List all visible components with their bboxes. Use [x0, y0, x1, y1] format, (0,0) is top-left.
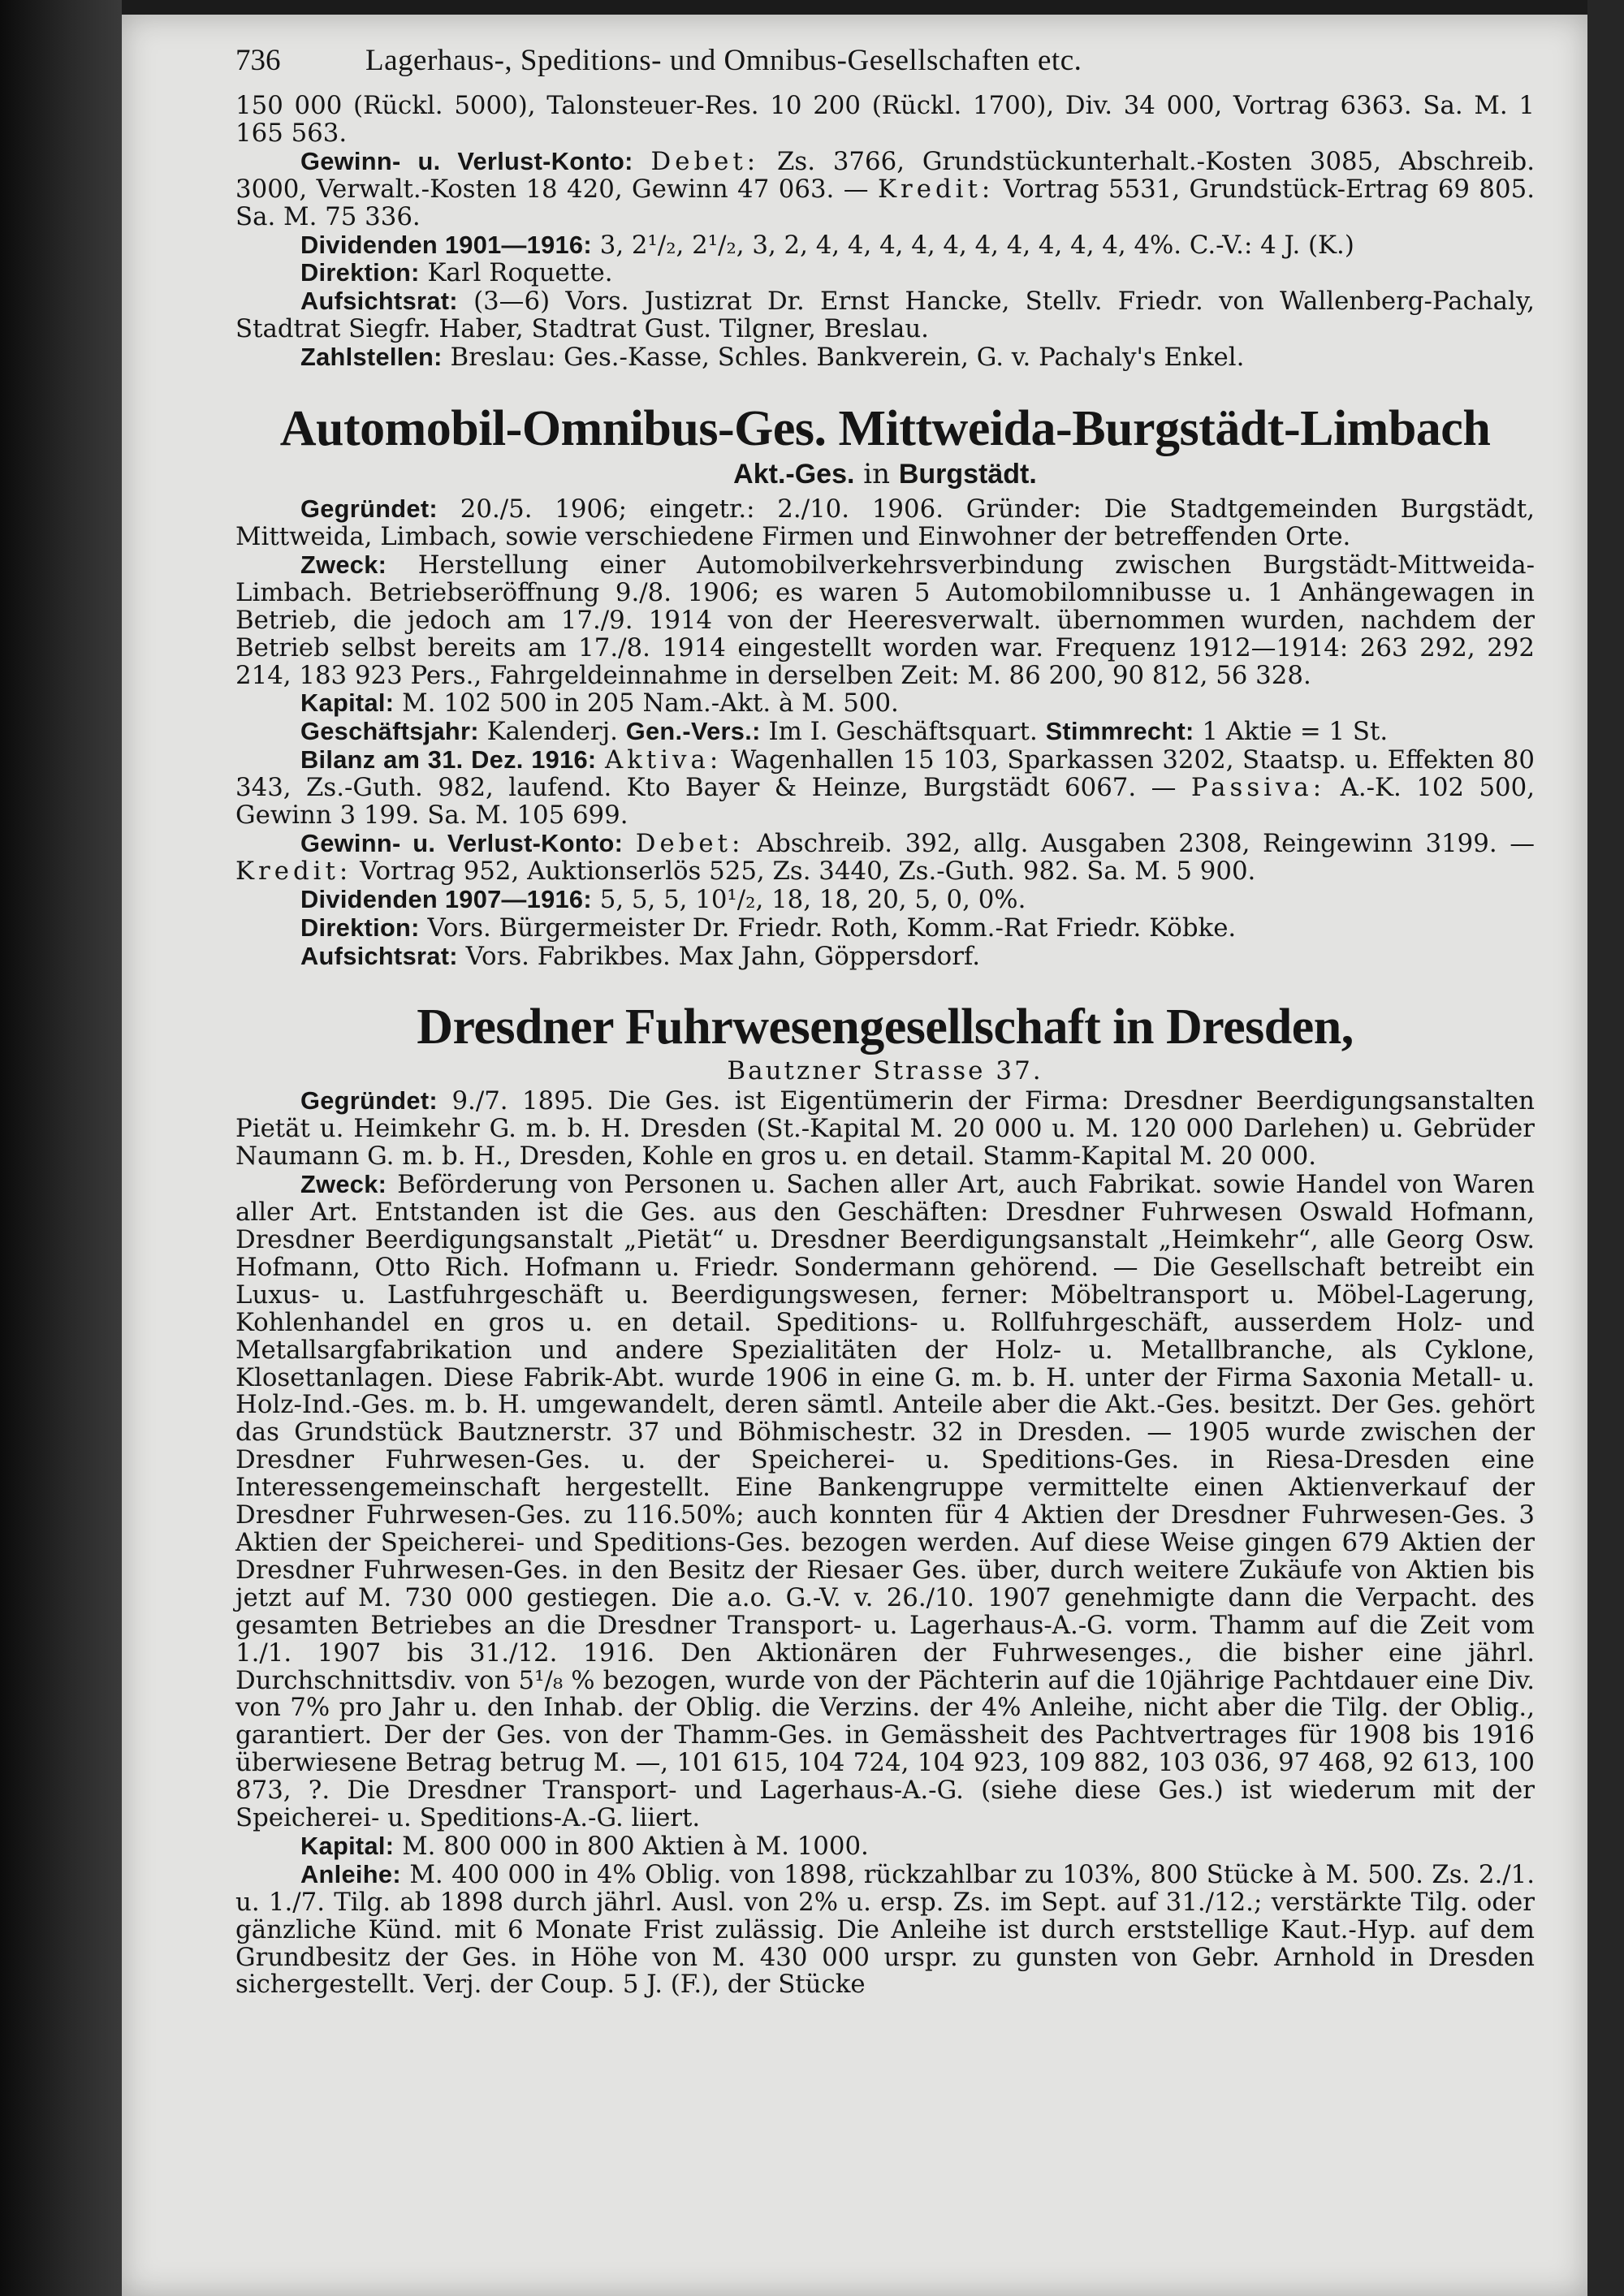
founded: Gegründet: 9./7. 1895. Die Ges. ist Eigentümerin der Firma: Dresdner Beerdigungsanstalten Pietät u. Heimkehr G. m. b. H. Dresden (St.-Kapital M. 20 000 u. M. 120 000 Darlehen) u. Gebrüder Naumann G. m. b. H., Dresden, Kohle en gros u. en detail. Stamm-Kapital M. 20 000. — [235, 1086, 1535, 1172]
bond-issue: Anleihe: M. 400 000 in 4% Oblig. von 1898, rückzahlbar zu 103%, 800 Stücke à M. 500. Zs. 2./1. u. 1./7. Tilg. ab 1898 durch jährl. Ausl. von 2% u. ersp. Zs. im Sept. auf 31./12.; verstärkte Tilg. oder gänzliche Künd. mit 6 Monate Frist zulässig. Die Anleihe ist durch erststellige Kaut.-Hyp. auf dem Grundbesitz der Ges. in Höhe von M. 430 000 urspr. zu gunsten von Gebr. Arnhold in Dresden sichergestellt. Verj. der Coup. 5 J. (F.), der Stücke — [235, 1859, 1535, 2000]
page-header — [235, 43, 1535, 78]
company-title: Dresdner Fuhrwesengesellschaft in Dresden, — [417, 999, 1354, 1055]
book-page — [122, 15, 1587, 2296]
dividends: Dividenden 1907—1916: 5, 5, 5, 10¹/₂, 18, 18, 20, 5, 0, 0%. — [300, 884, 1026, 914]
dividends: Dividenden 1901—1916: 3, 2¹/₂, 2¹/₂, 3, 2, 4, 4, 4, 4, 4, 4, 4, 4, 4, 4, 4%. C.-V.: 4 J. (K.) — [300, 230, 1354, 260]
management: Direktion: Karl Roquette. — [300, 258, 613, 288]
entry-automobil-omnibus — [235, 399, 1535, 970]
previous-entry-continuation — [235, 93, 1535, 372]
company-title: Automobil-Omnibus-Ges. Mittweida-Burgstädt-Limbach — [279, 401, 1491, 457]
founded: Gegründet: 20./5. 1906; eingetr.: 2./10. 1906. Gründer: Die Stadtgemeinden Burgstädt, Mittweida, Limbach, sowie verschiedene Firmen und Einwohner der betreffenden Orte. — [235, 494, 1535, 551]
page-text — [235, 43, 1535, 1999]
supervisory-board: Aufsichtsrat: (3—6) Vors. Justizrat Dr. Ernst Hancke, Stellv. Friedr. von Wallenberg-Pachaly, Stadtrat Siegfr. Haber, Stadtrat Gust. Tilgner, Breslau. — [235, 287, 1535, 344]
running-head: Lagerhaus-, Speditions- und Omnibus-Gesellschaften etc. — [365, 44, 1082, 77]
page-number: 736 — [235, 44, 281, 77]
capital: Kapital: M. 102 500 in 205 Nam.-Akt. à M. 500. — [300, 688, 899, 719]
balance-sheet: Bilanz am 31. Dez. 1916: Aktiva: Wagenhallen 15 103, Sparkassen 3202, Staatsp. u. Effekten 80 343, Zs.-Guth. 982, laufend. Kto Bayer & Heinze, Burgstädt 6067. — Passiva: A.-K. 102 500, Gewinn 3 199. Sa. M. 105 699. — [235, 745, 1535, 831]
book-binding-shadow — [0, 0, 122, 2296]
supervisory-board: Aufsichtsrat: Vors. Fabrikbes. Max Jahn, Göppersdorf. — [300, 941, 981, 971]
paying-agents: Zahlstellen: Breslau: Ges.-Kasse, Schles. Bankverein, G. v. Pachaly's Enkel. — [300, 343, 1245, 373]
balance-continuation: 150 000 (Rückl. 5000), Talonsteuer-Res. 10 200 (Rückl. 1700), Div. 34 000, Vortrag 6363. Sa. M. 1 165 563. — [235, 91, 1535, 148]
purpose: Zweck: Herstellung einer Automobilverkehrsverbindung zwischen Burgstädt-Mittweida-Limbach. Betriebseröffnung 9./8. 1906; es waren 5 Automobilomnibusse u. 1 Anhängewagen in Betrieb, die jedoch am 17./9. 1914 von der Heeresverwalt. übernommen wurden, nachdem der Betrieb selbst bereits am 17./8. 1914 eingestellt worden war. Frequenz 1912—1914: 263 292, 292 214, 183 923 Pers., Fahrgeldeinnahme in derselben Zeit: M. 86 200, 90 812, 56 328. — [235, 550, 1535, 690]
fiscal-year: Geschäftsjahr: Kalenderj. Gen.-Vers.: Im I. Geschäftsquart. Stimmrecht: 1 Aktie = 1 St. — [300, 717, 1389, 747]
profit-loss-account: Gewinn- u. Verlust-Konto: Debet: Abschreib. 392, allg. Ausgaben 2308, Reingewinn 3199. — Kredit: Vortrag 952, Auktionserlös 525, Zs. 3440, Zs.-Guth. 982. Sa. M. 5 900. — [235, 828, 1535, 886]
capital: Kapital: M. 800 000 in 800 Aktien à M. 1000. — [300, 1831, 869, 1861]
profit-loss-account: Gewinn- u. Verlust-Konto: Debet: Zs. 3766, Grundstückunterhalt.-Kosten 3085, Abschreib. 3000, Verwalt.-Kosten 18 420, Gewinn 47 063. — Kredit: Vortrag 5531, Grundstück-Ertrag 69 805. Sa. M. 75 336. — [235, 146, 1535, 231]
scan-border — [1587, 0, 1624, 2296]
company-subtitle: Akt.-Ges. in Burgstädt. — [733, 458, 1037, 491]
company-address: Bautzner Strasse 37. — [727, 1056, 1043, 1086]
purpose: Zweck: Beförderung von Personen u. Sachen aller Art, auch Fabrikat. sowie Handel von Waren aller Art. Entstanden ist die Ges. aus den Geschäften: Dresdner Fuhrwesen Oswald Hofmann, Dresdner Beerdigungsanstalt „Pietät“ u. Dresdner Beerdigungsanstalt „Heimkehr“, alle Georg Osw. Hofmann, Otto Rich. Hofmann u. Friedr. Sondermann gehörend. — Die Gesellschaft betreibt ein Luxus- u. Lastfuhrgeschäft u. Beerdigungswesen, ferner: Möbeltransport u. Möbel-Lagerung, Kohlenhandel en gros u. en detail. Speditions- u. Rollfuhrgeschäft, ausserdem Holz- und Metallsargfabrikation und andere Spezialitäten der Holz- u. Metallbranche, als Cyklone, Klosettanlagen. Diese Fabrik-Abt. wurde 1906 in eine G. m. b. H. unter der Firma Saxonia Metall- u. Holz-Ind.-Ges. m. b. H. umgewandelt, deren sämtl. Anteile aber die Akt.-Ges. besitzt. Der Ges. gehört das Grundstück Bautznerstr. 37 und Böhmischestr. 32 in Dresden. — 1905 wurde zwischen der Dresdner Fuhrwesen-Ges. u. der Speicherei- u. Speditions-Ges. in Riesa-Dresden eine Interessengemeinschaft hergestellt. Eine Bankengruppe vermittelte einen Aktienverkauf der Dresdner Fuhrwesen-Ges. zu 116.50%; auch konnten für 4 Aktien der Dresdner Fuhrwesen-Ges. 3 Aktien der Speicherei- und Speditions-Ges. bezogen werden. Auf diese Weise gingen 679 Aktien der Dresdner Fuhrwesen-Ges. in den Besitz der Riesaer Ges. über, durch weitere Zukäufe von Aktien bis jetzt auf M. 730 000 gestiegen. Die a.o. G.-V. v. 26./10. 1907 genehmigte dann die Verpacht. des gesamten Betriebes an die Dresdner Transport- u. Lagerhaus-A.-G. vorm. Thamm auf die Zeit vom 1./1. 1907 bis 31./12. 1916. Den Aktionären der Fuhrwesenges., die bisher eine jährl. Durchschnittsdiv. von 5¹/₈ % bezogen, wurde von der Pächterin auf die 10jährige Pachtdauer eine Div. von 7% pro Jahr u. den Inhab. der Oblig. die Verzins. der 4% Anleihe, nicht aber die Tilg. der Oblig., garantiert. Der der Ges. von der Thamm-Ges. in Gemässheit des Pachtvertrages für 1908 bis 1916 überwiesene Betrag betrug M. —, 101 615, 104 724, 104 923, 109 882, 103 036, 97 468, 92 613, 100 873, ?. Die Dresdner Transport- und Lagerhaus-A.-G. (siehe diese Ges.) ist wiederum mit der Speicherei- u. Speditions-A.-G. liiert. — [235, 1170, 1535, 1833]
management: Direktion: Vors. Bürgermeister Dr. Friedr. Roth, Komm.-Rat Friedr. Köbke. — [300, 913, 1237, 943]
entry-dresdner-fuhrwesen — [235, 998, 1535, 1999]
